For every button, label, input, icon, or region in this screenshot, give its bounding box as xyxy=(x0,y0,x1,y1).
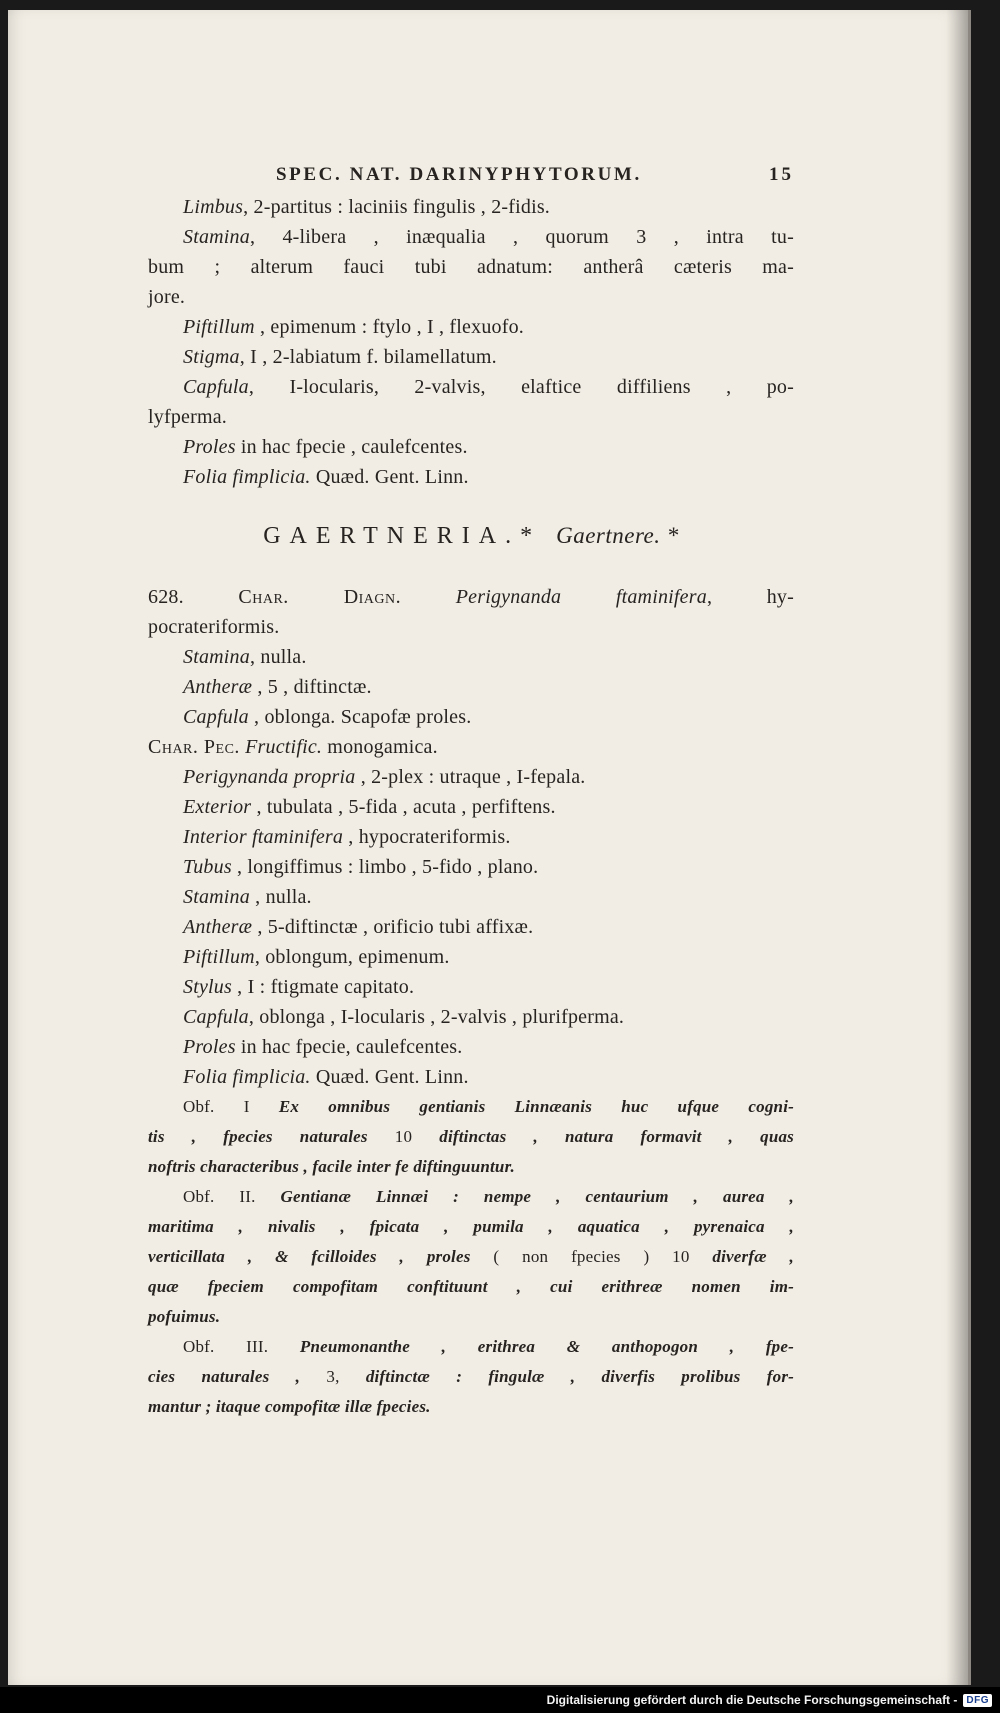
text-run: , tubulata , 5-fida , acuta , perfiftens. xyxy=(251,796,556,818)
text-line xyxy=(148,402,794,432)
text-run: 10 xyxy=(367,1127,440,1146)
text-run: , 5-diftinctæ , orificio tubi affixæ. xyxy=(252,916,534,938)
text-run: , I : ftigmate capitato. xyxy=(231,976,415,998)
italic-text: Capfula xyxy=(183,1006,249,1028)
text-line xyxy=(148,672,794,702)
text-line xyxy=(148,432,794,462)
italic-text: noftris characteribus , facile inter fe diftinguuntur. xyxy=(148,1157,515,1176)
text-line xyxy=(148,912,794,942)
text-line xyxy=(148,342,794,372)
page-text-block xyxy=(148,158,794,1422)
text-line xyxy=(148,852,794,882)
italic-text: tis , fpecies naturales xyxy=(148,1127,368,1146)
text-line xyxy=(148,462,794,492)
text-run: Obf. I xyxy=(183,1097,279,1116)
text-run: , oblonga. Scapofæ proles. xyxy=(248,706,472,728)
italic-text: Stamina xyxy=(183,886,250,908)
italic-text: diftinctæ : fingulæ , diverfis prolibus for- xyxy=(365,1367,794,1386)
text-run: , 5 , diftinctæ. xyxy=(252,676,372,698)
text-run: , nulla. xyxy=(249,646,307,668)
italic-text: Antheræ xyxy=(183,916,253,938)
italic-text: Capfula xyxy=(183,376,249,398)
text-run: Obf. III. xyxy=(183,1337,300,1356)
text-line xyxy=(148,582,794,612)
genus-name: GAERTNERIA.* xyxy=(263,523,542,549)
italic-text: Folia fimplicia. xyxy=(183,466,311,488)
italic-text: Proles xyxy=(183,436,236,458)
text-run: , oblonga , I-locularis , 2-valvis , plurifperma. xyxy=(248,1006,625,1028)
italic-text: Pneumonanthe , erithrea & anthopogon , fpe- xyxy=(299,1337,794,1356)
book-page xyxy=(8,10,971,1685)
text-line xyxy=(148,372,794,402)
genus-heading xyxy=(148,520,794,552)
page-number: 15 xyxy=(769,164,794,185)
text-run: , I , 2-labiatum f. bilamellatum. xyxy=(239,346,497,368)
italic-text: Tubus xyxy=(183,856,232,878)
italic-text: Piftillum xyxy=(183,316,255,338)
running-title: SPEC. NAT. DARINYPHYTORUM. xyxy=(276,164,642,185)
text-run: pocrateriformis. xyxy=(148,616,280,638)
text-line xyxy=(148,1062,794,1092)
text-run: ( non fpecies ) 10 xyxy=(470,1247,713,1266)
text-run: , nulla. xyxy=(249,886,312,908)
text-line xyxy=(148,702,794,732)
genus-vernacular: Gaertnere. * xyxy=(556,523,679,548)
text-line xyxy=(148,192,794,222)
text-line xyxy=(148,1092,794,1122)
italic-text: Ex omnibus gentianis Linnæanis huc ufque cogni- xyxy=(278,1097,794,1116)
text-run: Quæd. Gent. Linn. xyxy=(310,466,469,488)
page-fold-shadow xyxy=(946,10,968,1685)
italic-text: Stamina xyxy=(183,226,250,248)
text-run: , 2-plex : utraque , I-fepala. xyxy=(355,766,586,788)
italic-text: cies naturales , xyxy=(148,1367,301,1386)
text-line xyxy=(148,732,794,762)
text-line xyxy=(148,1212,794,1242)
footer-bar xyxy=(0,1687,1000,1713)
italic-text: Antheræ xyxy=(183,676,253,698)
text-run: in hac fpecie , caulefcentes. xyxy=(235,436,468,458)
text-line xyxy=(148,1122,794,1152)
text-line xyxy=(148,882,794,912)
text-run: 628. xyxy=(148,586,239,608)
italic-text: quæ fpeciem compofitam conftituunt , cui erithreæ nomen im- xyxy=(148,1277,794,1296)
text-run: in hac fpecie, caulefcentes. xyxy=(235,1036,463,1058)
observations xyxy=(148,1092,794,1422)
italic-text: Proles xyxy=(183,1036,236,1058)
dfg-logo: DFG xyxy=(963,1694,992,1707)
footer-credit: Digitalisierung gefördert durch die Deutsche Forschungsgemeinschaft - xyxy=(546,1693,958,1707)
text-line xyxy=(148,1332,794,1362)
text-run: jore. xyxy=(148,286,186,308)
italic-text: Interior ftaminifera xyxy=(183,826,344,848)
text-line xyxy=(148,792,794,822)
species-description xyxy=(148,192,794,492)
text-run: Quæd. Gent. Linn. xyxy=(310,1066,469,1088)
italic-text: Perigynanda propria xyxy=(183,766,356,788)
italic-text: diftinctas , natura formavit , quas xyxy=(439,1127,795,1146)
text-line xyxy=(148,1302,794,1332)
text-line xyxy=(148,282,794,312)
italic-text: Gentianæ Linnæi : nempe , centaurium , aurea , xyxy=(280,1187,794,1206)
genus-characters xyxy=(148,582,794,1092)
text-line xyxy=(148,312,794,342)
text-line xyxy=(148,1152,794,1182)
text-line xyxy=(148,222,794,252)
text-line xyxy=(148,1272,794,1302)
text-line xyxy=(148,1182,794,1212)
text-run xyxy=(401,586,456,608)
italic-text: mantur ; itaque compofitæ illæ fpecies. xyxy=(148,1397,431,1416)
text-line xyxy=(148,252,794,282)
text-run: , hypocrateriformis. xyxy=(343,826,511,848)
italic-text: pofuimus. xyxy=(148,1307,221,1326)
italic-text: Stigma xyxy=(183,346,240,368)
text-run: , hy- xyxy=(706,586,794,608)
text-line xyxy=(148,1242,794,1272)
text-line xyxy=(148,822,794,852)
running-header xyxy=(148,158,794,192)
text-run: bum ; alterum fauci tubi adnatum: antherâ cæteris ma- xyxy=(148,256,794,278)
text-run: Obf. II. xyxy=(183,1187,281,1206)
italic-text: Stamina xyxy=(183,646,250,668)
italic-text: Fructific. xyxy=(245,736,323,758)
text-run: , 4-libera , inæqualia , quorum 3 , intra tu- xyxy=(249,226,794,248)
text-run: , longiffimus : limbo , 5-fido , plano. xyxy=(231,856,539,878)
text-line xyxy=(148,1392,794,1422)
text-line xyxy=(148,942,794,972)
italic-text: maritima , nivalis , fpicata , pumila , aquatica , pyrenaica , xyxy=(148,1217,794,1236)
text-line xyxy=(148,642,794,672)
text-run: lyfperma. xyxy=(148,406,227,428)
text-line xyxy=(148,1032,794,1062)
italic-text: Exterior xyxy=(183,796,252,818)
text-run: , epimenum : ftylo , I , flexuofo. xyxy=(254,316,524,338)
italic-text: Stylus xyxy=(183,976,232,998)
italic-text: Folia fimplicia. xyxy=(183,1066,311,1088)
text-run: , oblongum, epimenum. xyxy=(254,946,450,968)
italic-text: Capfula xyxy=(183,706,249,728)
italic-text: Limbus xyxy=(183,196,244,218)
text-run: monogamica. xyxy=(322,736,438,758)
text-line xyxy=(148,972,794,1002)
text-line xyxy=(148,762,794,792)
text-line xyxy=(148,1002,794,1032)
italic-text: diverfæ , xyxy=(712,1247,794,1266)
text-run: , 2-partitus : laciniis fingulis , 2-fidis. xyxy=(243,196,551,218)
text-run: Char. Diagn. xyxy=(238,586,402,608)
italic-text: Piftillum xyxy=(183,946,255,968)
italic-text: Perigynanda ftaminifera xyxy=(455,586,707,608)
text-run: 3, xyxy=(300,1367,366,1386)
text-line xyxy=(148,612,794,642)
italic-text: verticillata , & fcilloides , proles xyxy=(148,1247,471,1266)
text-line xyxy=(148,1362,794,1392)
text-run: , I-locularis, 2-valvis, elaftice diffiliens , po- xyxy=(248,376,794,398)
text-run: Char. Pec. xyxy=(148,736,240,758)
